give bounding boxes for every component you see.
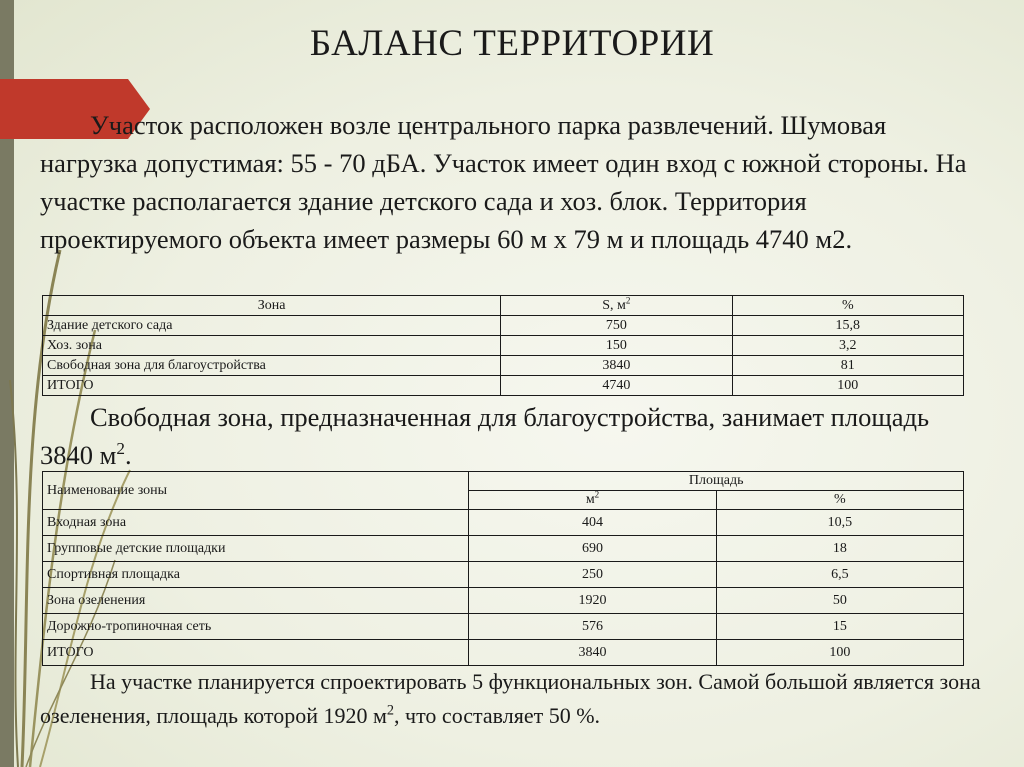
cell-zone: ИТОГО (43, 376, 501, 396)
table-row (43, 536, 964, 562)
cell-zone: Входная зона (43, 510, 469, 536)
territory-balance-table (42, 295, 964, 396)
cell-area: 1920 (469, 588, 716, 614)
cell-percent: 18 (716, 536, 963, 562)
functional-zones-table (42, 471, 964, 666)
cell-percent: 100 (716, 640, 963, 666)
cell-zone: Групповые детские площадки (43, 536, 469, 562)
column-header-area-group: Площадь (469, 472, 964, 491)
cell-percent: 3,2 (732, 336, 963, 356)
table-header-row (43, 296, 964, 316)
table-row (43, 640, 964, 666)
column-header-zone-name: Наименование зоны (43, 472, 469, 510)
cell-zone: Здание детского сада (43, 316, 501, 336)
cell-zone: ИТОГО (43, 640, 469, 666)
table-row (43, 336, 964, 356)
cell-percent: 81 (732, 356, 963, 376)
table-row (43, 356, 964, 376)
cell-percent: 15 (716, 614, 963, 640)
cell-zone: Свободная зона для благоустройства (43, 356, 501, 376)
cell-zone: Зона озеленения (43, 588, 469, 614)
table-row (43, 614, 964, 640)
conclusion-paragraph: На участке планируется спроектировать 5 функциональных зон. Самой большой является зона озеленения, площадь которой 1920 $м^2$, что составляет 50 %. (40, 669, 981, 728)
cell-area: 576 (469, 614, 716, 640)
cell-area: 750 (501, 316, 732, 336)
cell-area: 250 (469, 562, 716, 588)
cell-percent: 100 (732, 376, 963, 396)
cell-percent: 50 (716, 588, 963, 614)
cell-percent: 6,5 (716, 562, 963, 588)
table-row (43, 562, 964, 588)
cell-area: 404 (469, 510, 716, 536)
cell-area: 150 (501, 336, 732, 356)
table-row (43, 588, 964, 614)
table-header-row (43, 472, 964, 491)
table-row (43, 376, 964, 396)
cell-percent: 10,5 (716, 510, 963, 536)
column-header-area: S, $м^2$ (501, 296, 732, 316)
table-row (43, 510, 964, 536)
cell-area: 3840 (501, 356, 732, 376)
cell-area: 4740 (501, 376, 732, 396)
cell-area: 3840 (469, 640, 716, 666)
column-header-zone: Зона (43, 296, 501, 316)
cell-percent: 15,8 (732, 316, 963, 336)
page-title: БАЛАНС ТЕРРИТОРИИ (309, 23, 715, 64)
free-zone-paragraph: Свободная зона, предназначенная для благоустройства, занимает площадь 3840 $м^2$. (40, 402, 930, 470)
intro-paragraph: Участок расположен возле центрального парка развлечений. Шумовая нагрузка допустимая: 55 - 70 дБА. Участок имеет один вход с южной стороны. На участке располагается здание детского сада и хоз. блок. Территория проектируемого объекта имеет размеры 60 м х 79 м и площадь 4740 м2. (40, 110, 967, 254)
cell-zone: Хоз. зона (43, 336, 501, 356)
cell-area: 690 (469, 536, 716, 562)
column-header-percent: % (716, 491, 963, 510)
table-row (43, 316, 964, 336)
cell-zone: Дорожно-тропиночная сеть (43, 614, 469, 640)
column-header-area: $м^2$ (469, 491, 716, 510)
column-header-percent: % (732, 296, 963, 316)
cell-zone: Спортивная площадка (43, 562, 469, 588)
